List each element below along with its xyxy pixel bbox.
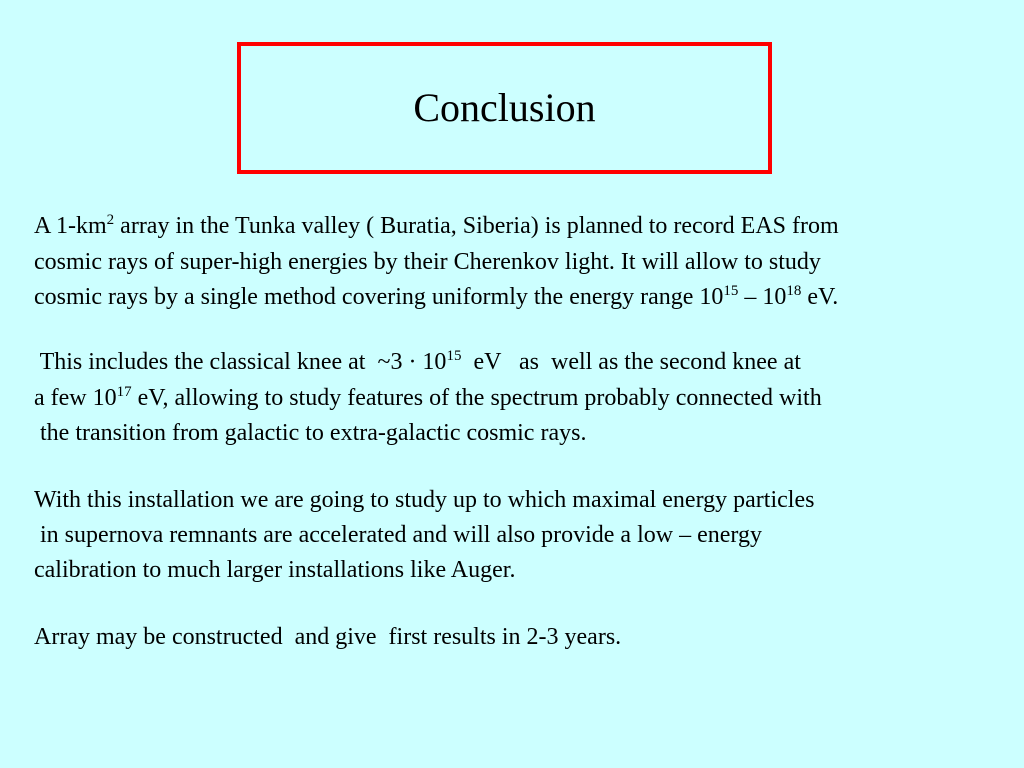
p1-line-3-text-a: cosmic rays by a single method covering uniformly the energy range 10 xyxy=(34,284,724,310)
p3-line-2: in supernova remnants are accelerated and will also provide a low – energy xyxy=(34,522,762,548)
p2-line-1-text-b: eV as well as the second knee at xyxy=(461,349,801,375)
p4-line-1: Array may be constructed and give first results in 2-3 years. xyxy=(34,624,622,650)
p1-line-3-superscript-1: 15 xyxy=(723,283,739,299)
p2-line-1-superscript: 15 xyxy=(446,348,462,364)
title-box xyxy=(237,42,772,174)
p3-line-1: With this installation we are going to study up to which maximal energy particles xyxy=(34,487,815,513)
p2-line-2-text-a: a few 10 xyxy=(34,385,117,411)
p1-line-2: cosmic rays of super-high energies by their Cherenkov light. It will allow to study xyxy=(34,249,821,275)
p2-line-3: the transition from galactic to extra-galactic cosmic rays. xyxy=(34,420,587,446)
p2-line-1 xyxy=(34,350,801,374)
p2-line-2-superscript: 17 xyxy=(116,384,132,400)
p2-line-2-text-b: eV, allowing to study features of the spectrum probably connected with xyxy=(131,385,822,411)
p2-line-2 xyxy=(34,386,822,410)
p1-line-3-superscript-2: 18 xyxy=(786,283,802,299)
p1-line-1-text-a: A 1-km xyxy=(34,213,107,239)
slide-title: Conclusion xyxy=(413,85,596,130)
p1-line-1 xyxy=(34,214,839,238)
p1-line-3-text-b: – 10 xyxy=(738,284,787,310)
p1-line-3 xyxy=(34,285,838,309)
p3-line-3: calibration to much larger installations like Auger. xyxy=(34,557,516,583)
p1-line-3-text-c: eV. xyxy=(801,284,839,310)
p2-line-1-text-a: This includes the classical knee at ~3 · 10 xyxy=(34,349,447,375)
p1-line-1-superscript: 2 xyxy=(106,212,115,228)
p1-line-1-text-b: array in the Tunka valley ( Buratia, Siberia) is planned to record EAS from xyxy=(114,213,839,239)
